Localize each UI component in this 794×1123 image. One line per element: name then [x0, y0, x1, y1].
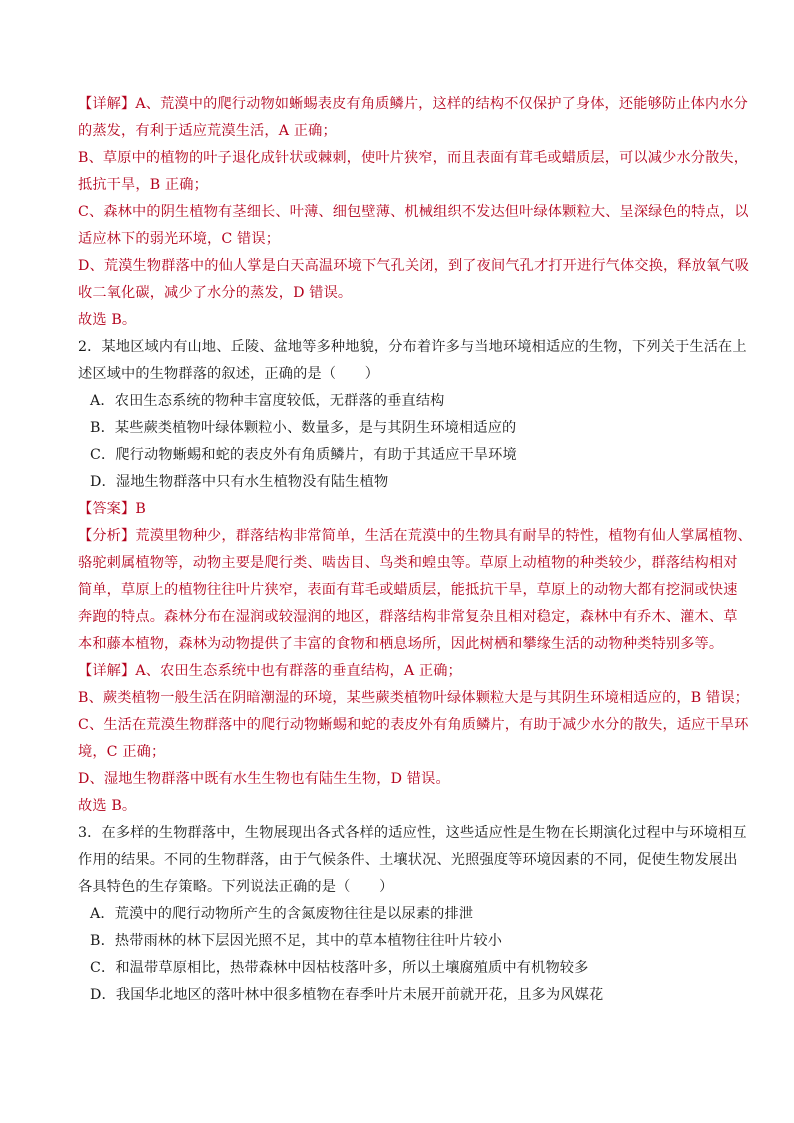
q2-analysis-5: 本和藤本植物，森林为动物提供了丰富的食物和栖息场所，因此树栖和攀缘生活的动物种类特别多等。: [78, 636, 724, 652]
q2-analysis-1: 【分析】荒漠里物种少，群落结构非常简单，生活在荒漠中的生物具有耐旱的特性，植物有仙人掌属植物、: [78, 528, 752, 544]
q3-option-d: D．我国华北地区的落叶林中很多植物在春季叶片未展开前就开花，且多为风媒花: [90, 987, 604, 1003]
detail-line-7: D、荒漠生物群落中的仙人掌是白天高温环境下气孔关闭，到了夜间气孔才打开进行气体交换，释放氧气吸: [78, 258, 750, 274]
q2-option-c: C．爬行动物蜥蜴和蛇的表皮外有角质鳞片，有助于其适应干旱环境: [90, 447, 517, 463]
q3-stem-1: 3．在多样的生物群落中，生物展现出各式各样的适应性，这些适应性是生物在长期演化过程中与环境相互: [78, 825, 747, 841]
q2-detail-5: D、湿地生物群落中既有水生生物也有陆生生物，D 错误。: [78, 771, 450, 787]
q2-stem-2: 述区域中的生物群落的叙述，正确的是（ ）: [78, 366, 380, 382]
q2-analysis-4: 奔跑的特点。森林分布在湿润或较湿润的地区，群落结构非常复杂且相对稳定，森林中有乔木、灌木、草: [78, 609, 738, 625]
detail-tag: 【详解】: [78, 96, 136, 112]
q2-detail-2: B、蕨类植物一般生活在阴暗潮湿的环境，某些蕨类植物叶绿体颗粒大是与其阴生环境相适应的，B 错误；: [78, 690, 750, 706]
q2-stem-1: 2．某地区域内有山地、丘陵、盆地等多种地貌，分布着许多与当地环境相适应的生物，下列关于生活在上: [78, 339, 747, 355]
q2-detail-4: 境，C 正确；: [78, 744, 166, 760]
q3-option-b: B．热带雨林的林下层因光照不足，其中的草本植物往往叶片较小: [90, 933, 503, 949]
q2-analysis-3: 简单，草原上的植物往往叶片狭窄，表面有茸毛或蜡质层，能抵抗干旱，草原上的动物大都有挖洞或快速: [78, 582, 738, 598]
q3-option-a: A．荒漠中的爬行动物所产生的含氮废物往往是以尿素的排泄: [90, 906, 474, 922]
detail-line-4: 抵抗干旱，B 正确；: [78, 177, 208, 193]
q2-answer: 【答案】B: [78, 501, 146, 517]
q2-detail-1: 【详解】A、农田生态系统中也有群落的垂直结构，A 正确；: [78, 663, 462, 679]
detail-line-3: B、草原中的植物的叶子退化成针状或棘刺，使叶片狭窄，而且表面有茸毛或蜡质层，可以减少水分散失，: [78, 150, 749, 166]
q3-stem-2: 作用的结果。不同的生物群落，由于气候条件、土壤状况、光照强度等环境因素的不同，促使生物发展出: [78, 852, 738, 868]
q3-option-c: C．和温带草原相比，热带森林中因枯枝落叶多，所以土壤腐殖质中有机物较多: [90, 960, 589, 976]
answer-tag: 【答案】: [78, 501, 136, 517]
q3-stem-3: 各具特色的生存策略。下列说法正确的是（ ）: [78, 879, 394, 895]
q2-option-b: B．某些蕨类植物叶绿体颗粒小、数量多，是与其阴生环境相适应的: [90, 420, 517, 436]
q2-choose: 故选 B。: [78, 798, 137, 814]
detail-tag: 【详解】: [78, 663, 136, 679]
detail-line-5: C、森林中的阴生植物有茎细长、叶薄、细包壁薄、机械组织不发达但叶绿体颗粒大、呈深绿色的特点，以: [78, 204, 749, 220]
q2-option-d: D．湿地生物群落中只有水生植物没有陆生植物: [90, 474, 389, 490]
choose-line-1: 故选 B。: [78, 312, 137, 328]
analysis-tag: 【分析】: [78, 528, 136, 544]
detail-line-1: 【详解】A、荒漠中的爬行动物如蜥蜴表皮有角质鳞片，这样的结构不仅保护了身体，还能够防止体内水分: [78, 96, 748, 112]
detail-line-2: 的蒸发，有利于适应荒漠生活，A 正确；: [78, 123, 337, 139]
q2-analysis-2: 骆驼刺属植物等，动物主要是爬行类、啮齿目、鸟类和蝗虫等。草原上动植物的种类较少，群落结构相对: [78, 555, 738, 571]
q2-detail-3: C、生活在荒漠生物群落中的爬行动物蜥蜴和蛇的表皮外有角质鳞片，有助于减少水分的散失，适应干旱环: [78, 717, 749, 733]
q2-option-a: A．农田生态系统的物种丰富度较低，无群落的垂直结构: [90, 393, 445, 409]
detail-line-6: 适应林下的弱光环境，C 错误；: [78, 231, 281, 247]
detail-line-8: 收二氧化碳，减少了水分的蒸发，D 错误。: [78, 285, 353, 301]
